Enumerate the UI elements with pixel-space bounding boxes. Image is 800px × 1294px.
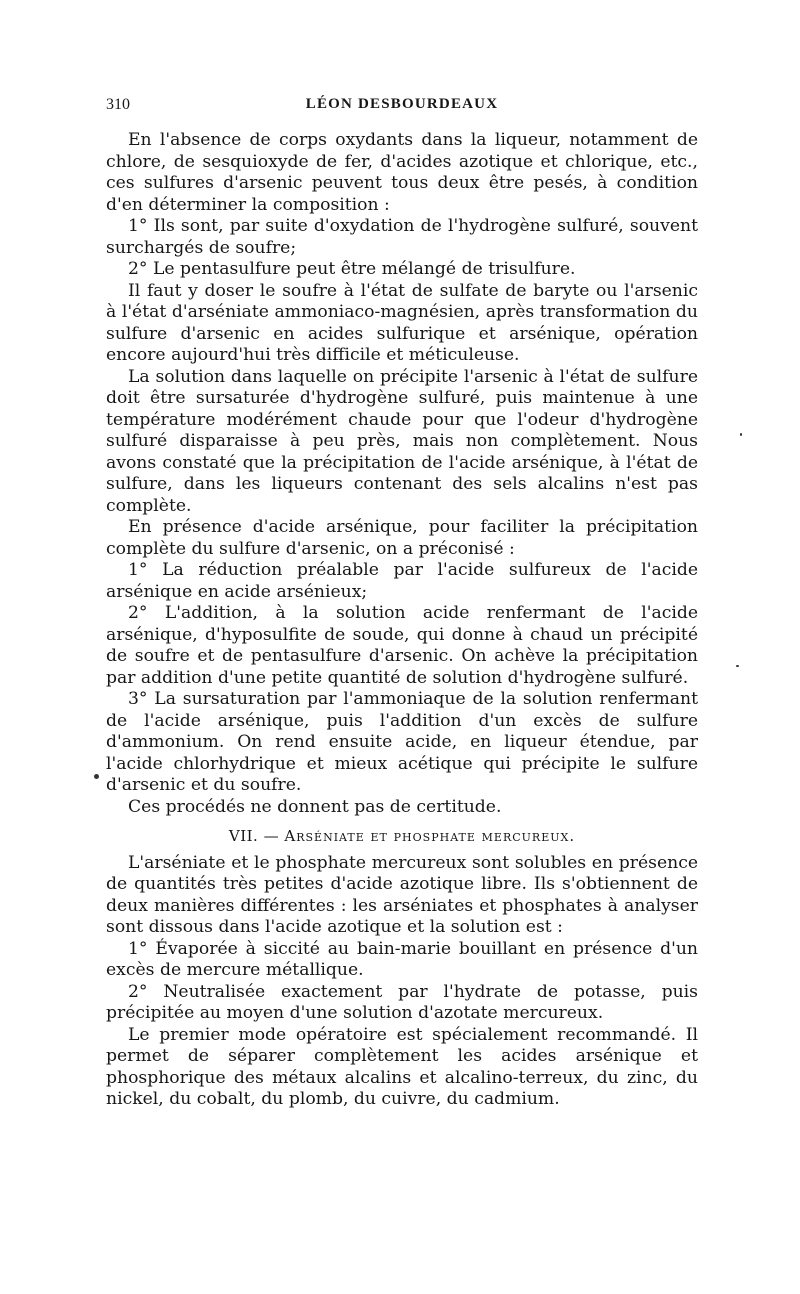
paragraph: La solution dans laquelle on précipite l'arsenic à l'état de sulfure doit être sursaturée d'hydrogène sulfuré, puis maintenue à une température modérément chaude pour que l'odeur d'hydrogène sulfuré disparaisse à peu près, mais non complètement. Nous avons constaté que la précipitation de l'acide arsénique, à l'état de sulfure, dans les liqueurs contenant des sels alcalins n'est pas complète.: [106, 366, 698, 516]
paragraph: 1° Ils sont, par suite d'oxydation de l'hydrogène sulfuré, souvent surchargés de soufre;: [106, 216, 698, 258]
paragraph: L'arséniate et le phosphate mercureux sont solubles en présence de quantités très petites d'acide azotique libre. Ils s'obtiennent de deux manières différentes : les arséniates et phosphates à analyser sont dissous dans l'acide azotique et la solution est :: [106, 852, 698, 937]
body-text: [106, 130, 698, 1111]
paragraph: Ces procédés ne donnent pas de certitude.: [128, 796, 502, 817]
paragraph: 1° La réduction préalable par l'acide sulfureux de l'acide arsénique en acide arsénieux;: [106, 560, 698, 602]
paragraph: 3° La sursaturation par l'ammoniaque de la solution renfermant de l'acide arsénique, puis l'addition d'un excès de sulfure d'ammonium. On rend ensuite acide, en liqueur étendue, par l'acide chlorhydrique et mieux acétique qui précipite le sulfure d'arsenic et du soufre.: [106, 689, 698, 795]
section-heading: [106, 826, 698, 848]
paragraph: 2° Neutralisée exactement par l'hydrate de potasse, puis précipitée au moyen d'une solution d'azotate mercureux.: [106, 981, 698, 1023]
paragraph: En l'absence de corps oxydants dans la liqueur, notamment de chlore, de sesquioxyde de fer, d'acides azotique et chlorique, etc., ces sulfures d'arsenic peuvent tous deux être pesés, à condition d'en déterminer la composition :: [106, 130, 698, 215]
print-speck: [740, 433, 742, 436]
section-title: Arséniate et phosphate mercureux.: [284, 827, 576, 845]
page-header: [106, 96, 698, 120]
section-number: VII. —: [228, 827, 280, 845]
paragraph: 1° Évaporée à siccité au bain-marie bouillant en présence d'un excès de mercure métallique.: [106, 938, 698, 980]
print-speck: [736, 665, 739, 667]
paragraph: 2° L'addition, à la solution acide renfermant de l'acide arsénique, d'hyposulfite de soude, qui donne à chaud un précipité de soufre et de pentasulfure d'arsenic. On achève la précipitation par addition d'une petite quantité de solution d'hydrogène sulfuré.: [106, 603, 698, 688]
print-speck: [94, 774, 99, 779]
paragraph: Il faut y doser le soufre à l'état de sulfate de baryte ou l'arsenic à l'état d'arséniate ammoniaco-magnésien, après transformation du sulfure d'arsenic en acides sulfurique et arsénique, opération encore aujourd'hui très difficile et méticuleuse.: [106, 280, 698, 365]
paragraph: En présence d'acide arsénique, pour faciliter la précipitation complète du sulfure d'arsenic, on a préconisé :: [106, 517, 698, 559]
paragraph: Le premier mode opératoire est spécialement recommandé. Il permet de séparer complètement les acides arsénique et phosphorique des métaux alcalins et alcalino-terreux, du zinc, du nickel, du cobalt, du plomb, du cuivre, du cadmium.: [106, 1024, 698, 1109]
page-number: 310: [106, 96, 130, 113]
paragraph: 2° Le pentasulfure peut être mélangé de trisulfure.: [128, 259, 576, 279]
running-head: LÉON DESBOURDEAUX: [305, 96, 499, 112]
